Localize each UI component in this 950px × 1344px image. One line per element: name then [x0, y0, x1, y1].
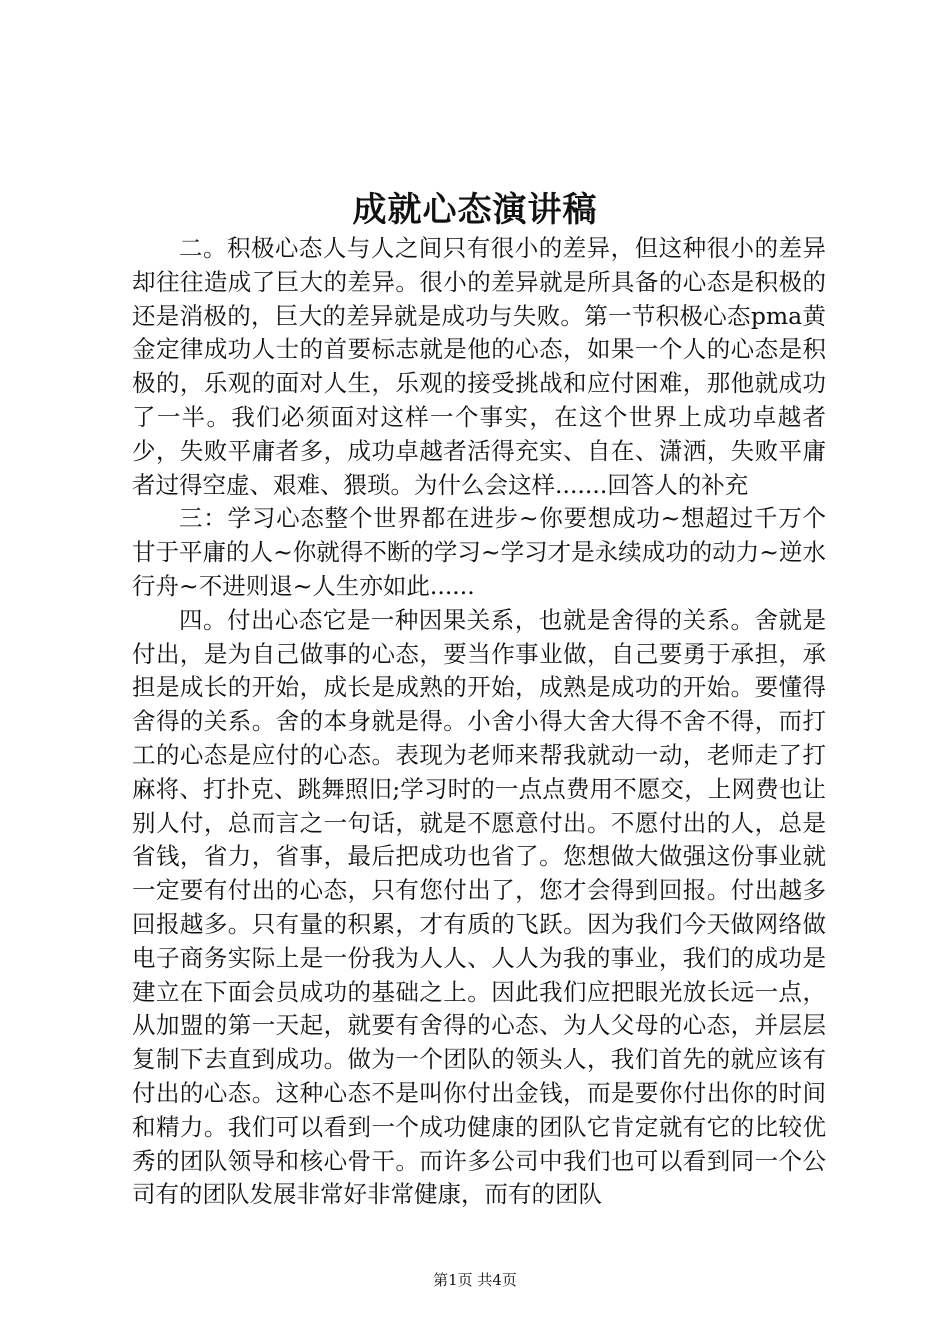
- paragraph-giving-mindset: 四。付出心态它是一种因果关系，也就是舍得的关系。舍就是付出，是为自己做事的心态，要当作事业做，自己要勇于承担，承担是成长的开始，成长是成熟的开始，成熟是成功的开始。要懂得舍得的关系。舍的本身就是得。小舍小得大舍大得不舍不得，而打工的心态是应付的心态。表现为老师来帮我就动一动，老师走了打麻将、打扑克、跳舞照旧;学习时的一点点费用不愿交，上网费也让别人付，总而言之一句话，就是不愿意付出。不愿付出的人，总是省钱，省力，省事，最后把成功也省了。您想做大做强这份事业就一定要有付出的心态，只有您付出了，您才会得到回报。付出越多回报越多。只有量的积累，才有质的飞跃。因为我们今天做网络做电子商务实际上是一份我为人人、人人为我的事业，我们的成功是建立在下面会员成功的基础之上。因此我们应把眼光放长远一点，从加盟的第一天起，就要有舍得的心态、为人父母的心态，并层层复制下去直到成功。做为一个团队的领头人，我们首先的就应该有付出的心态。这种心态不是叫你付出金钱，而是要你付出你的时间和精力。我们可以看到一个成功健康的团队它肯定就有它的比较优秀的团队领导和核心骨干。而许多公司中我们也可以看到同一个公司有的团队发展非常好非常健康，而有的团队: [132, 605, 826, 1209]
- document-title: 成就心态演讲稿: [352, 190, 598, 230]
- paragraph-positive-mindset: 二。积极心态人与人之间只有很小的差异，但这种很小的差异却往往造成了巨大的差异。很小的差异就是所具备的心态是积极的还是消极的，巨大的差异就是成功与失败。第一节积极心态pma黄金定律成功人士的首要标志就是他的心态，如果一个人的心态是积极的，乐观的面对人生，乐观的接受挑战和应付困难，那他就成功了一半。我们必须面对这样一个事实，在这个世界上成功卓越者少，失败平庸者多，成功卓越者活得充实、自在、潇洒，失败平庸者过得空虚、艰难、猥琐。为什么会这样.......回答人的补充: [132, 234, 826, 499]
- paragraph-learning-mindset: 三：学习心态整个世界都在进步~你要想成功~想超过千万个甘于平庸的人~你就得不断的学习~学习才是永续成功的动力~逆水行舟~不进则退~人生亦如此......: [132, 504, 826, 600]
- page-footer: 第1页 共4页: [433, 1271, 517, 1289]
- document-body: [132, 232, 826, 1212]
